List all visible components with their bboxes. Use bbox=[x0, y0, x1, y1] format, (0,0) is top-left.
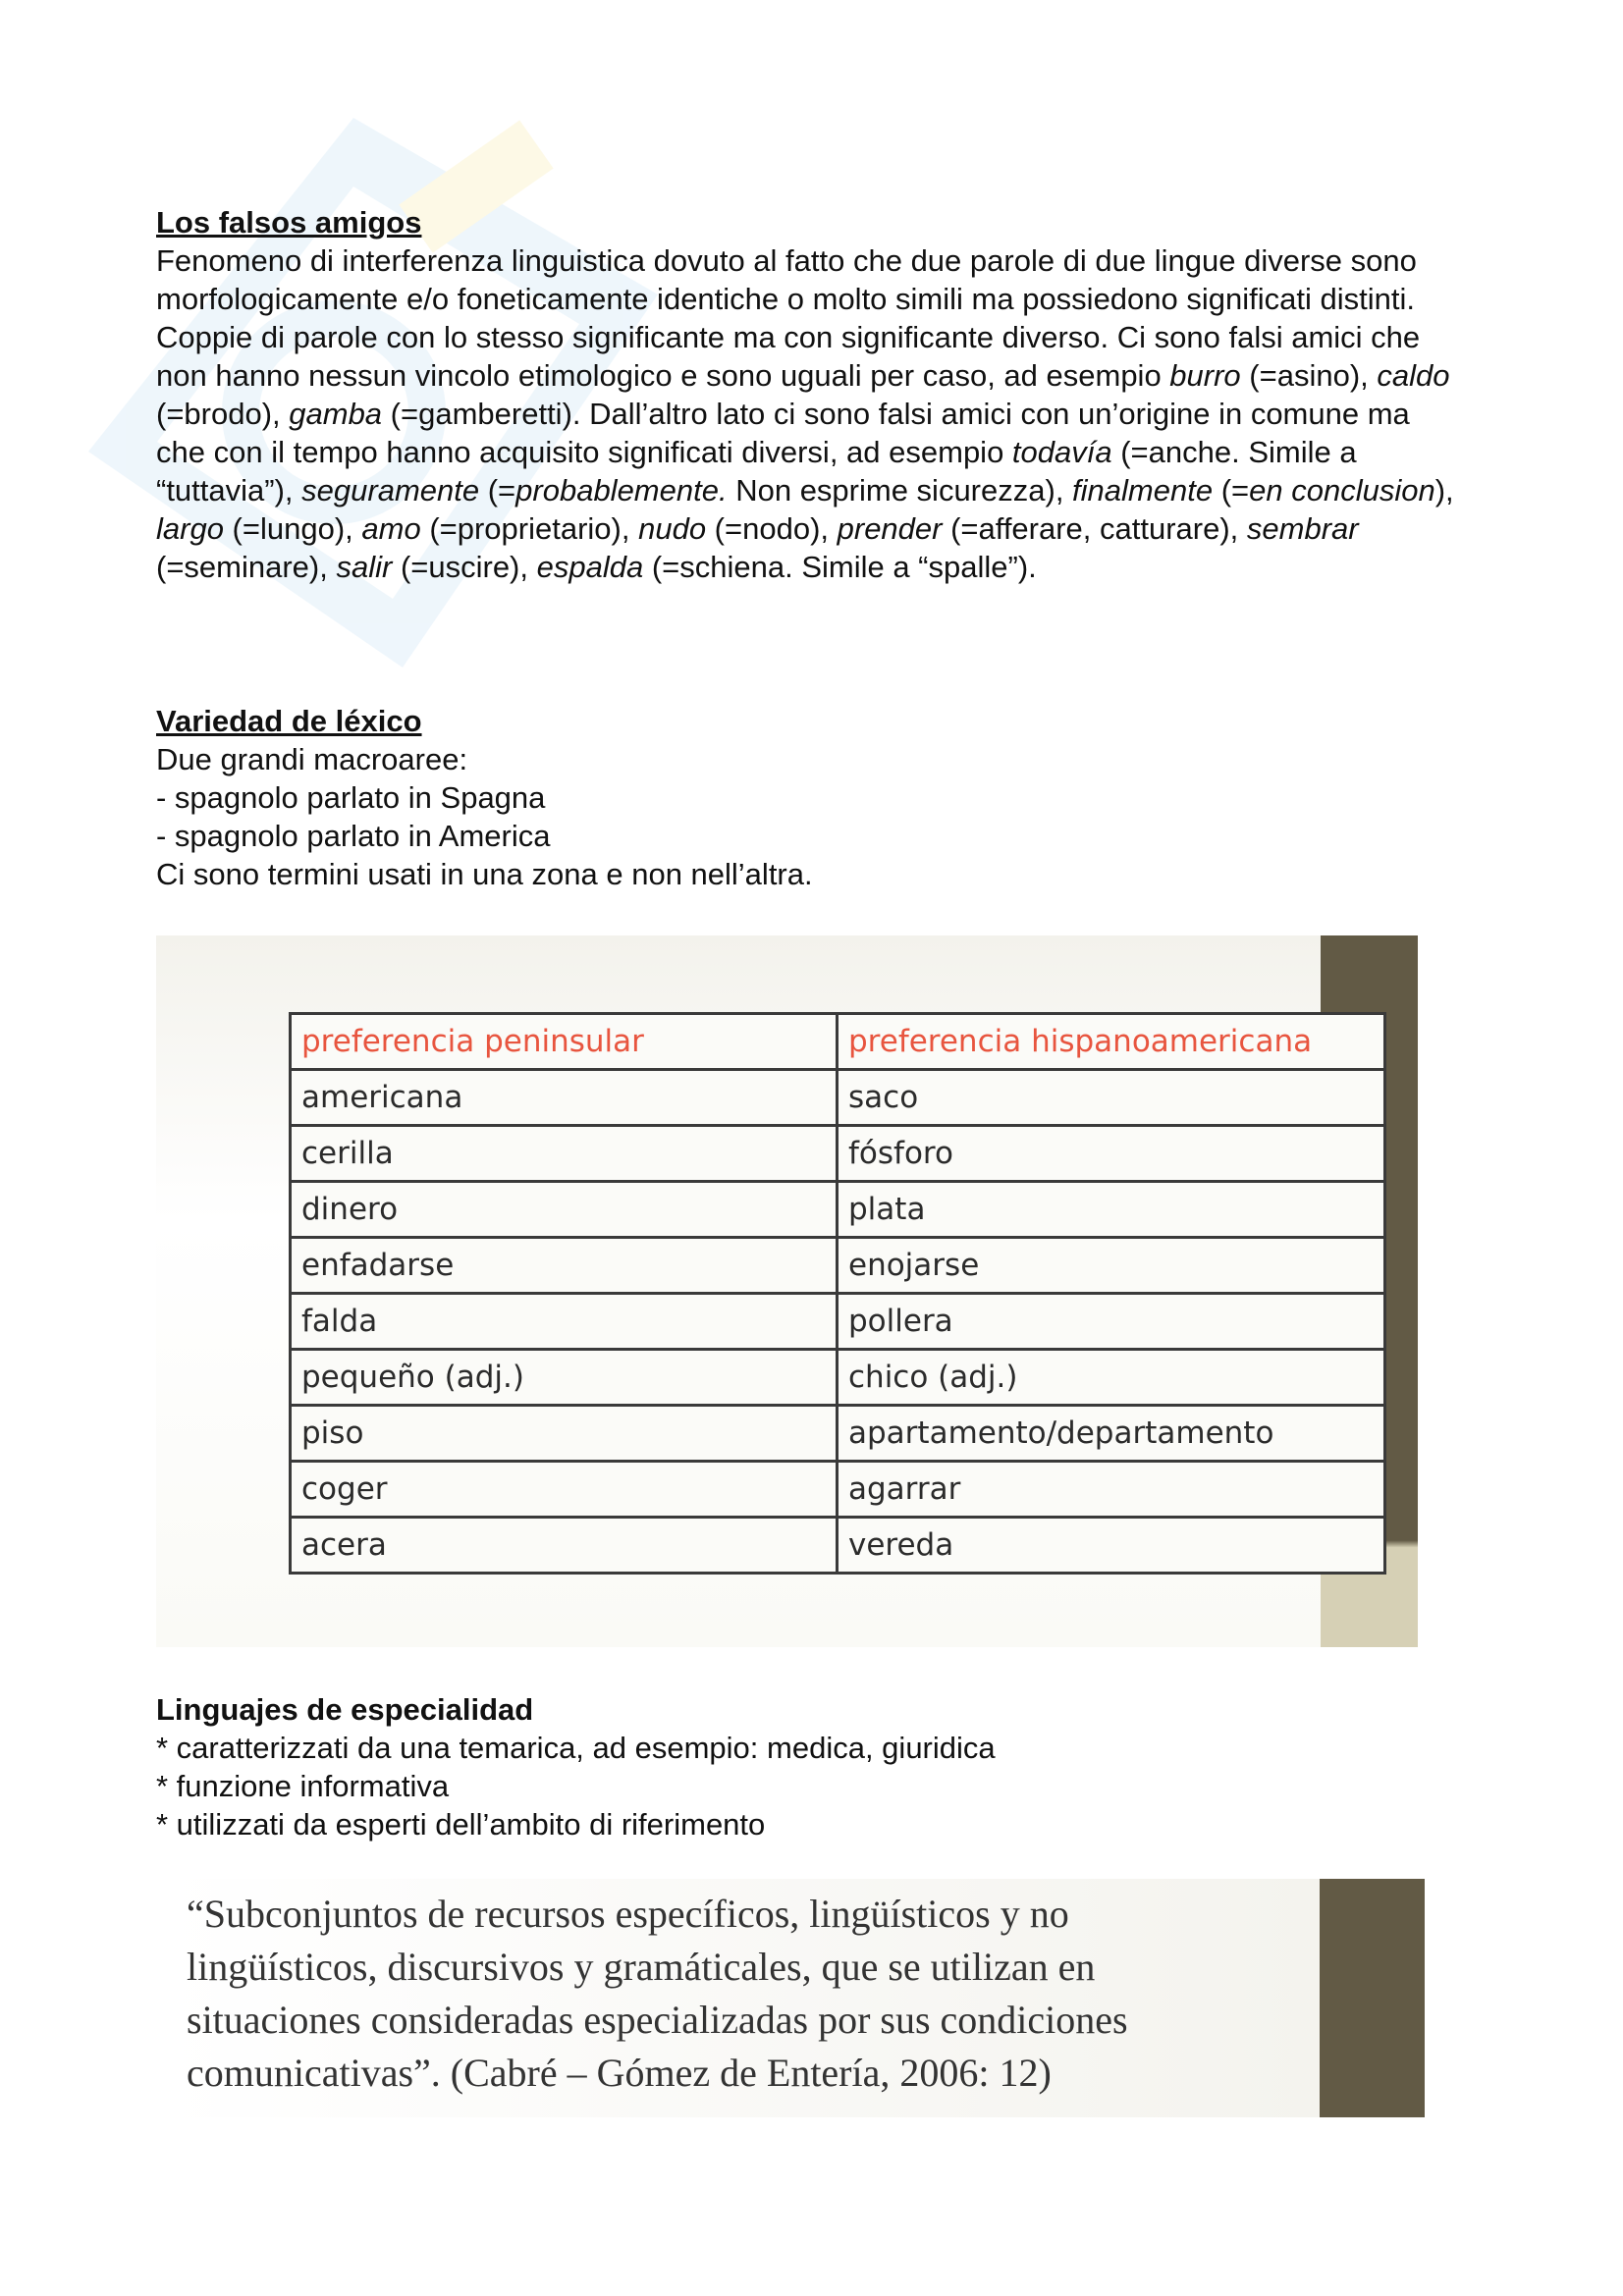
text-run: (=afferare, catturare), bbox=[942, 511, 1247, 546]
cell-hispanoamericana: pollera bbox=[838, 1294, 1385, 1350]
italic-term: gamba bbox=[289, 397, 383, 431]
citation-quote bbox=[187, 1888, 1286, 2100]
cell-peninsular: cerilla bbox=[291, 1126, 838, 1182]
table-row bbox=[291, 1462, 1385, 1518]
italic-term: salir bbox=[336, 550, 393, 584]
italic-term: finalmente bbox=[1072, 473, 1214, 507]
cell-hispanoamericana: chico (adj.) bbox=[838, 1350, 1385, 1406]
italic-term: probablemente. bbox=[515, 473, 728, 507]
italic-term: seguramente bbox=[301, 473, 480, 507]
header-peninsular: preferencia peninsular bbox=[291, 1014, 838, 1070]
text-run: (=uscire), bbox=[392, 550, 537, 584]
italic-term: burro bbox=[1169, 358, 1241, 393]
text-run: Non esprime sicurezza), bbox=[727, 473, 1073, 507]
quote-sidebar bbox=[1320, 1879, 1425, 2117]
table-row bbox=[291, 1406, 1385, 1462]
cell-peninsular: falda bbox=[291, 1294, 838, 1350]
text-line: - spagnolo parlato in Spagna bbox=[156, 780, 546, 815]
italic-term: prender bbox=[837, 511, 943, 546]
italic-term: espalda bbox=[536, 550, 644, 584]
cell-peninsular: americana bbox=[291, 1070, 838, 1126]
header-hispanoamericana: preferencia hispanoamericana bbox=[838, 1014, 1385, 1070]
text-run: (=brodo), bbox=[156, 397, 290, 431]
table-row bbox=[291, 1238, 1385, 1294]
section-falsos-amigos bbox=[156, 203, 1462, 586]
text-run: (= bbox=[1213, 473, 1250, 507]
text-run: (=proprietario), bbox=[420, 511, 639, 546]
cell-peninsular: dinero bbox=[291, 1182, 838, 1238]
cell-hispanoamericana: fósforo bbox=[838, 1126, 1385, 1182]
body-paragraph bbox=[156, 241, 1462, 586]
bullet-line: * funzione informativa bbox=[156, 1769, 450, 1803]
table-row bbox=[291, 1126, 1385, 1182]
italic-term: nudo bbox=[638, 511, 707, 546]
section-title: Los falsos amigos bbox=[156, 205, 422, 240]
section-title: Linguajes de especialidad bbox=[156, 1692, 534, 1727]
quote-line: situaciones consideradas especializadas por sus condiciones bbox=[187, 1998, 1128, 2042]
italic-term: caldo bbox=[1377, 358, 1450, 393]
section-variedad bbox=[156, 702, 1462, 893]
text-line: - spagnolo parlato in America bbox=[156, 819, 551, 853]
text-run: (=asino), bbox=[1240, 358, 1378, 393]
text-run: (=seminare), bbox=[156, 550, 337, 584]
italic-term: en conclusion bbox=[1249, 473, 1435, 507]
bullet-line: * utilizzati da esperti dell’ambito di riferimento bbox=[156, 1807, 766, 1842]
cell-hispanoamericana: enojarse bbox=[838, 1238, 1385, 1294]
italic-term: sembrar bbox=[1246, 511, 1359, 546]
text-run: (=anche. Simile a “tuttavia”), bbox=[156, 435, 1357, 507]
italic-term: amo bbox=[361, 511, 421, 546]
table-row bbox=[291, 1350, 1385, 1406]
lexico-table bbox=[289, 1012, 1386, 1575]
quote-line: lingüísticos, discursivos y gramáticales, que se utilizan en bbox=[187, 1945, 1096, 1989]
italic-term: largo bbox=[156, 511, 224, 546]
italic-term: todavía bbox=[1011, 435, 1112, 469]
cell-hispanoamericana: vereda bbox=[838, 1518, 1385, 1574]
text-run: (=gamberetti). Dall’altro lato ci sono falsi amici con un’origine in comune ma che con il tempo hanno acquisito significati diversi, ad esempio bbox=[156, 397, 1410, 469]
quote-line: “Subconjuntos de recursos específicos, lingüísticos y no bbox=[187, 1892, 1069, 1936]
cell-hispanoamericana: agarrar bbox=[838, 1462, 1385, 1518]
cell-hispanoamericana: saco bbox=[838, 1070, 1385, 1126]
table-row bbox=[291, 1518, 1385, 1574]
table-row bbox=[291, 1182, 1385, 1238]
cell-peninsular: coger bbox=[291, 1462, 838, 1518]
cell-peninsular: enfadarse bbox=[291, 1238, 838, 1294]
cell-peninsular: pequeño (adj.) bbox=[291, 1350, 838, 1406]
section-title: Variedad de léxico bbox=[156, 704, 422, 738]
text-line: Ci sono termini usati in una zona e non nell’altra. bbox=[156, 857, 813, 891]
text-run: (=nodo), bbox=[706, 511, 838, 546]
bullet-line: * caratterizzati da una temarica, ad esempio: medica, giuridica bbox=[156, 1731, 996, 1765]
text-run: Fenomeno di interferenza linguistica dovuto al fatto che due parole di due lingue diverse sono morfologicamente e/o foneticamente identiche o molto simili ma possiedono significati distinti. Coppie di parole con lo stesso significante ma con significante diverso. Ci sono falsi amici che non hanno nessun vincolo etimologico e sono uguali per caso, ad esempio bbox=[156, 243, 1421, 393]
quote-line: comunicativas”. (Cabré – Gómez de Entería, 2006: 12) bbox=[187, 2051, 1052, 2095]
section-especialidad bbox=[156, 1690, 1462, 1843]
text-run: (=schiena. Simile a “spalle”). bbox=[643, 550, 1037, 584]
cell-hispanoamericana: plata bbox=[838, 1182, 1385, 1238]
table-header-row bbox=[291, 1014, 1385, 1070]
cell-peninsular: acera bbox=[291, 1518, 838, 1574]
table-row bbox=[291, 1070, 1385, 1126]
text-run: (= bbox=[479, 473, 516, 507]
text-line: Due grandi macroaree: bbox=[156, 742, 468, 776]
cell-hispanoamericana: apartamento/departamento bbox=[838, 1406, 1385, 1462]
cell-peninsular: piso bbox=[291, 1406, 838, 1462]
text-run: (=lungo), bbox=[223, 511, 362, 546]
text-run: ), bbox=[1434, 473, 1454, 507]
table-row bbox=[291, 1294, 1385, 1350]
